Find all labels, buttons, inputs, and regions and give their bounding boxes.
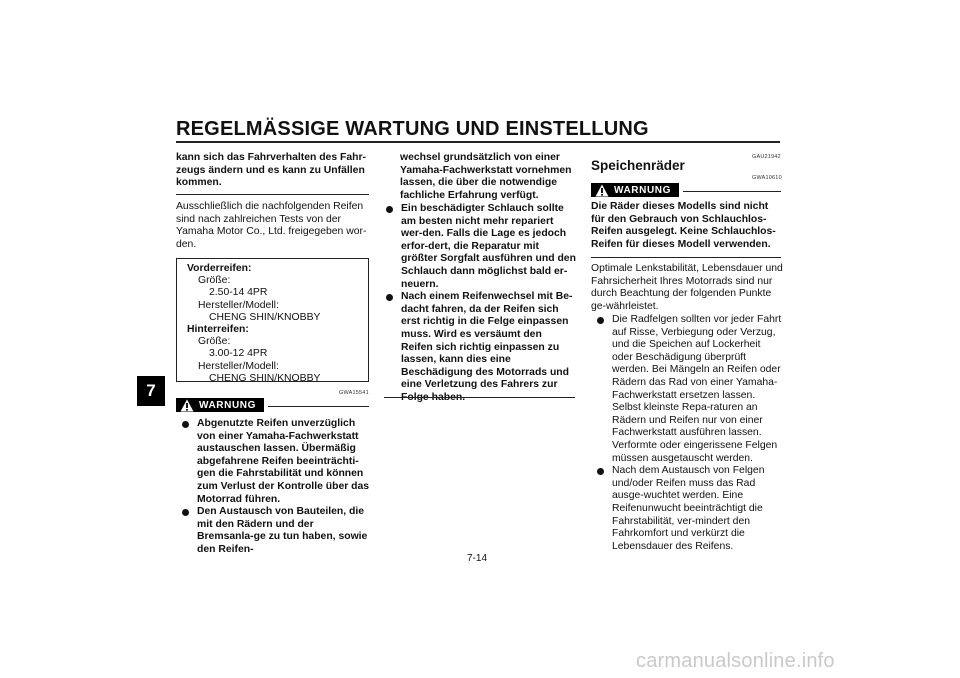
front-maker-label: Hersteller/Modell: [198,299,279,311]
warning-triangle-icon [595,184,609,197]
front-maker-value: CHENG SHIN/KNOBBY [209,311,321,323]
col1-warning-label: WARNUNG [199,399,256,411]
list-item: Die Radfelgen sollten vor jeder Fahrt auf Risse, Verbiegung oder Verzug, und die Speichen auf Lockerheit oder Beschädigung überprüft werden. Bei Mängeln an Reifen oder Rädern das Rad von einer Yamaha-Fachwerkstatt ersetzen lassen. Selbst kleinste Repa-raturen an Rädern und Reifen nur von einer Fachwerkstatt ausführen lassen. Verformte oder eingerissene Felgen müssen ausgetauscht werden. [595,314,783,465]
col3-paragraph: Optimale Lenkstabilität, Lebensdauer und Fahrsicherheit Ihres Motorrads sind nur durch Beachtung der folgenden Punkte ge-währleistet. [591,263,783,312]
col3-warning-code: GWA10610 [752,175,782,181]
list-item: Abgenutzte Reifen unverzüglich von einer Yamaha-Fachwerkstatt austauschen lassen. Übermäßig abgefahrene Reifen beeinträchti-gen die Fahrstabilität und können zum Verlust der Kontrolle über das Motorrad führen. [180,418,370,506]
col1-warning-list [180,418,370,557]
col3-warning-badge [591,183,679,197]
chapter-tab: 7 [137,376,165,406]
col1-warning-badge [176,398,264,412]
watermark[interactable]: carmanualsonline.info [636,650,835,672]
rear-maker-value: CHENG SHIN/KNOBBY [209,372,321,384]
warning-triangle-icon [180,399,194,412]
title-rule [176,141,780,143]
col3-warning-label: WARNUNG [614,184,671,196]
col1-warning-code: GWA15541 [339,390,369,396]
col1-warning-rule [268,406,369,407]
rear-size-value: 3.00-12 4PR [209,348,268,360]
col2-continuation: wechsel grundsätzlich von einer Yamaha-Fachwerkstatt vornehmen lassen, die über die notwendige fachliche Erfahrung verfügt. [400,152,572,201]
section-code: GAU21942 [752,154,781,160]
tire-spec-box [176,258,369,382]
col3-rule-bottom [591,257,781,258]
section-title: Speichenräder [591,158,685,173]
list-item: Ein beschädigter Schlauch sollte am besten nicht mehr repariert wer-den. Falls die Lage es jedoch erfor-dert, die Reparatur mit größter Sorgfalt ausführen und den Schlauch dann möglichst bald er-neuern. [384,203,576,291]
front-size-value: 2.50-14 4PR [209,287,268,299]
page-number: 7-14 [467,553,488,564]
rear-tire-label: Hinterreifen: [187,324,249,336]
list-item: Den Austausch von Bauteilen, die mit den Rädern und der Bremsanla-ge zu tun haben, sowie den Reifen- [180,506,370,556]
col1-intro: kann sich das Fahrverhalten des Fahr-zeugs ändern und es kann zu Unfällen kommen. [176,152,366,189]
col2-rule-bottom [384,397,575,398]
col3-warning-text: Die Räder dieses Modells sind nicht für den Gebrauch von Schlauchlos-Reifen ausgelegt. Keine Schlauchlos-Reifen für dieses Modell verwenden. [591,201,776,250]
col1-paragraph: Ausschließlich die nachfolgenden Reifen sind nach zahlreichen Tests von der Yamaha Motor Co., Ltd. freigegeben wor-den. [176,201,367,250]
page-title: REGELMÄSSIGE WARTUNG UND EINSTELLUNG [176,118,649,140]
front-size-label: Größe: [198,275,231,287]
rear-maker-label: Hersteller/Modell: [198,360,279,372]
rear-size-label: Größe: [198,336,231,348]
list-item: Nach einem Reifenwechsel mit Be-dacht fahren, da der Reifen sich erst richtig in die Felge einpassen muss. Wird es versäumt den Reifen sich richtig einpassen zu lassen, kann dies eine Beschädigung des Motorrads und eine Verletzung des Fahrers zur [384,291,576,404]
list-item: Nach dem Austausch von Felgen und/oder Reifen muss das Rad ausge-wuchtet werden. Eine Reifenunwucht beeinträchtigt die Fahrstabilität, ver-mindert den Fahrkomfort und verkürzt die Lebensdauer des Reifens. [595,465,783,553]
col1-rule-top [176,194,369,195]
col3-list [595,314,783,553]
front-tire-label: Vorderreifen: [187,263,252,274]
col3-warning-rule [683,191,781,192]
col2-warning-list [384,203,576,405]
